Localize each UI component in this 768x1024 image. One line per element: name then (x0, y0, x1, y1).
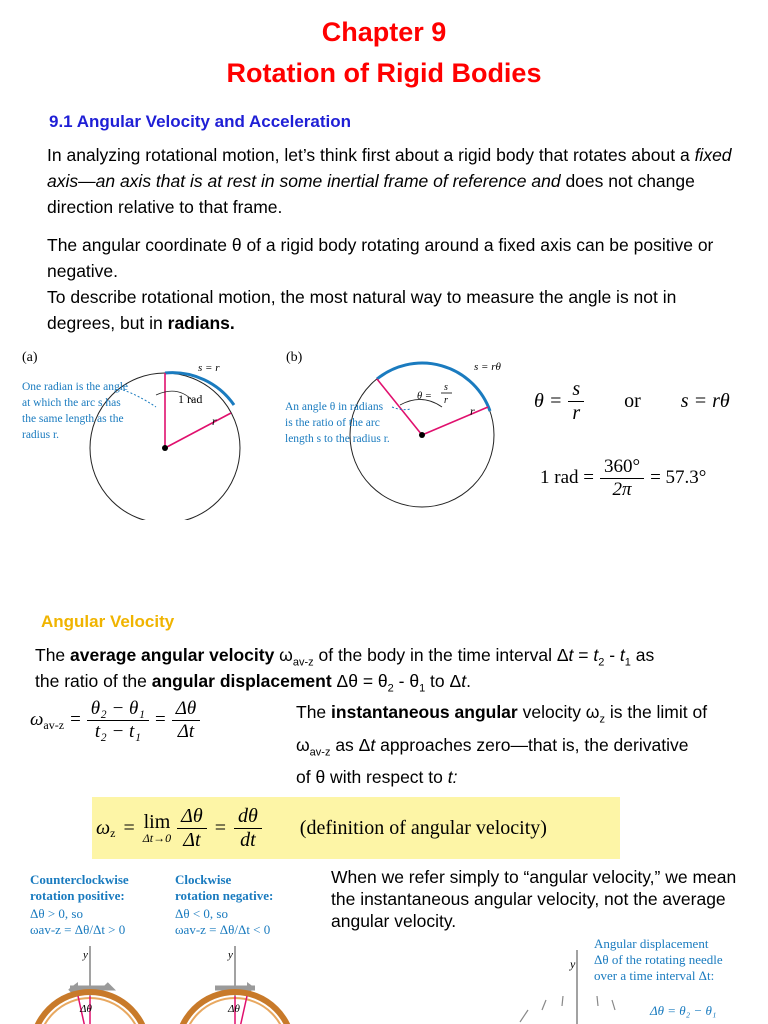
eq-theta-lhs: θ = (534, 390, 563, 412)
ccw-condition (30, 906, 125, 938)
t5: of the body in the time interval Δ (313, 645, 569, 665)
v9: t (370, 734, 376, 755)
t4: av-z (292, 656, 314, 669)
intro-paragraph-1 (47, 142, 747, 220)
eq-theta-rhs: s = rθ (680, 390, 730, 412)
cw-title (175, 872, 273, 904)
t2: average angular velocity (70, 645, 275, 665)
eq-def-lim: lim (143, 811, 171, 833)
eq-avg-num1: θ₂ − θ₁ (87, 698, 149, 721)
cw-wheel-label: Δθ (228, 1003, 240, 1015)
cw-title-1: Clockwise (175, 872, 232, 887)
eq-def-lhs: ω (96, 816, 111, 839)
t7: = (573, 645, 594, 665)
u8: t (461, 671, 467, 691)
u5: - θ (393, 671, 420, 691)
ccw-cond-1: Δθ > 0, so (30, 906, 83, 921)
eq-def-num1: Δθ (177, 805, 207, 829)
u1: the ratio of the (35, 671, 152, 691)
fig-b-center (419, 432, 425, 438)
eq-theta-num: s (568, 378, 584, 402)
disp-axis-label: y (570, 957, 576, 971)
ccw-title (30, 872, 129, 904)
fig-a-radius-label: r (212, 414, 217, 428)
u9: . (466, 671, 471, 691)
fig-b-radius-2 (422, 407, 488, 435)
equation-definition: ω $_z$ = lim Δt→0 $\frac{\Delta\theta}{\Delta t}$ = $\frac{d\theta}{dt}$ (definition of angular velocity) (96, 804, 547, 851)
ccw-axis-label: y (83, 949, 88, 961)
eq-avg-num2: Δθ (172, 698, 200, 721)
ccw-wheel-label: Δθ (80, 1003, 92, 1015)
t6: t (568, 645, 574, 665)
figure-a (18, 345, 258, 520)
figure-b (282, 345, 532, 520)
fig-a-center (162, 445, 168, 451)
v8: as Δ (330, 734, 371, 755)
fig-b-arc-label: s = rθ (474, 361, 501, 373)
ccw-title-1: Counterclockwise (30, 872, 129, 887)
chapter-subtitle: Rotation of Rigid Bodies (226, 58, 542, 88)
eq-def-lhs-sub: z (110, 825, 116, 840)
fig-b-caption-1: An angle θ in radians (285, 401, 384, 413)
cw-condition (175, 906, 270, 938)
fig-b-radius-1 (377, 379, 422, 435)
instantaneous-velocity-text (296, 700, 756, 790)
intro-p1-end: does not change direction relative to that frame. (47, 171, 695, 217)
v4: z (599, 713, 605, 726)
intro-p1-italic: fixed axis—an axis that is at rest in some inertial frame of reference and (47, 145, 732, 191)
eq-rad-num: 360° (600, 456, 644, 479)
angular-velocity-note: When we refer simply to “angular velocity,” we mean the instantaneous angular velocity, not the average angular velocity. (331, 867, 737, 931)
v12: t: (447, 767, 458, 787)
intro-p3-bold: radians. (167, 313, 235, 333)
cw-cond-1: Δθ < 0, so (175, 906, 228, 921)
fig-b-angle-lhs: θ = (417, 391, 432, 402)
v1: The (296, 702, 332, 722)
v7: av-z (309, 746, 331, 758)
eq-avg-lhs: ω (30, 709, 44, 731)
fig-a-caption-1: One radian is the angle (22, 381, 129, 393)
rotation-wheels-figure (10, 940, 310, 1024)
eq-def-den1: Δt (183, 828, 201, 851)
disp-caption-3: over a time interval Δt: (594, 968, 715, 983)
eq-rad-rhs: = 57.3° (650, 467, 707, 489)
eq-theta-den: r (572, 402, 581, 424)
section-heading: 9.1 Angular Velocity and Acceleration (49, 112, 352, 131)
avg-velocity-line-2 (35, 668, 755, 702)
cw-title-2: rotation negative: (175, 888, 274, 903)
eq-rad-lhs: 1 rad = (540, 467, 594, 489)
t13: as (630, 645, 655, 665)
v3: velocity ω (517, 702, 600, 722)
fig-b-caption-2: is the ratio of the arc (285, 417, 380, 429)
equation-theta (534, 378, 730, 425)
t10: - (604, 645, 620, 665)
fig-b-angle-num: s (444, 382, 448, 393)
cw-axis-label: y (228, 949, 233, 961)
t3: ω (274, 645, 293, 665)
cw-cond-2: ωav-z = Δθ/Δt < 0 (175, 922, 271, 937)
disp-caption-1: Angular displacement (594, 936, 709, 951)
u6: 1 (419, 682, 426, 695)
disp-caption-2: Δθ of the rotating needle (594, 952, 723, 967)
equation-rad (540, 456, 706, 501)
fig-a-arc-label: s = r (198, 362, 220, 374)
intro-paragraph-3 (47, 284, 737, 336)
fig-a-label: (a) (22, 350, 38, 365)
t12: 1 (624, 656, 631, 669)
eq-avg-den1: t₂ − t₁ (94, 720, 141, 742)
intro-paragraph-2: The angular coordinate θ of a rigid body rotating around a fixed axis can be positive or negative. (47, 235, 714, 281)
eq-theta-or: or (624, 390, 641, 412)
eq-rad-den: 2π (612, 478, 632, 500)
fig-b-caption-3: length s to the radius r. (285, 433, 390, 445)
v6: ω (296, 734, 310, 755)
fig-b-angle-den: r (444, 395, 448, 406)
fig-a-radius-2 (165, 413, 231, 448)
definition-label: (definition of angular velocity) (299, 816, 547, 839)
eq-def-den2: dt (240, 828, 256, 851)
intro-p1-text: In analyzing rotational motion, let’s think first about a rigid body that rotates about a (47, 145, 695, 165)
angular-velocity-heading: Angular Velocity (41, 612, 175, 631)
t11: t (619, 645, 625, 665)
v2: instantaneous angular (331, 702, 518, 722)
disp-equation: Δθ = θ₂ − θ₁ (650, 1003, 717, 1018)
fig-a-angle-label: 1 rad (178, 392, 203, 406)
u7: to Δ (425, 671, 462, 691)
ccw-title-2: rotation positive: (30, 888, 125, 903)
t9: 2 (598, 656, 605, 669)
u4: 2 (387, 682, 394, 695)
fig-b-label: (b) (286, 350, 303, 365)
fig-a-caption-4: radius r. (22, 429, 60, 441)
v5: is the limit of (604, 702, 708, 722)
v10: approaches zero—that is, the derivative (375, 734, 689, 755)
angular-displacement-figure (500, 930, 768, 1024)
u3: Δθ = θ (331, 671, 388, 691)
chapter-title: Chapter 9 (321, 17, 447, 47)
u2: angular displacement (151, 671, 332, 691)
eq-avg-lhs-sub: av-z (43, 717, 65, 732)
t1: The (35, 645, 71, 665)
fig-a-caption-2: at which the arc s has (22, 397, 121, 409)
fig-b-radius-label: r (470, 404, 475, 418)
eq-def-lim-sub: Δt→0 (142, 831, 172, 845)
disp-dial-ticks (520, 996, 615, 1022)
intro-p3-text: To describe rotational motion, the most natural way to measure the angle is not in degrees, but in (47, 287, 677, 333)
eq-avg-den2: Δt (177, 720, 195, 742)
eq-def-num2: dθ (234, 805, 262, 829)
ccw-cond-2: ωav-z = Δθ/Δt > 0 (30, 922, 126, 937)
equation-avg-velocity: ω $_{av-z}$ = $\frac{\text{θ₂ − θ₁}}{\text{t₂ − t₁}}$ = $\frac{\Delta\theta}{\Delta t}$ (30, 698, 200, 743)
v11: of θ with respect to (296, 767, 448, 787)
fig-a-caption-3: the same length as the (22, 413, 124, 425)
t8: t (593, 645, 599, 665)
